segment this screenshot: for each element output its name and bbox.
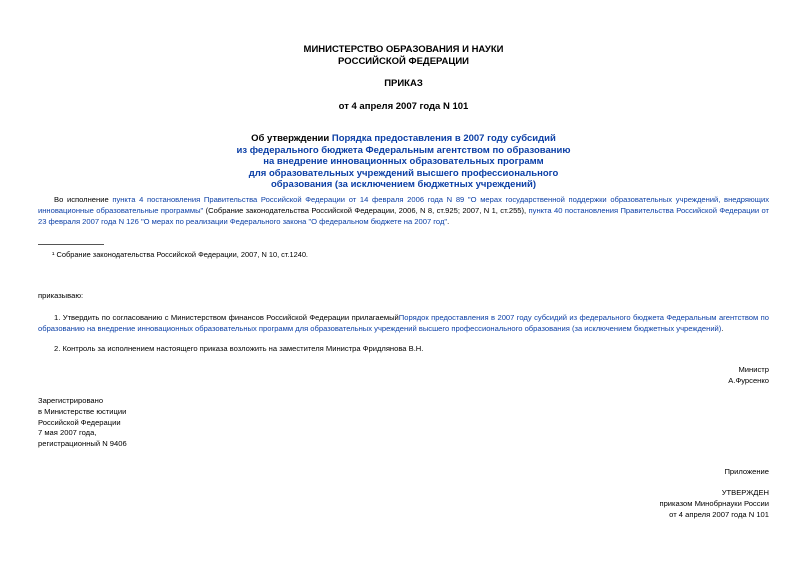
item-2-paragraph: 2. Контроль за исполнением настоящего приказа возложить на заместителя Министра Фридлянова В.Н.	[54, 344, 424, 353]
doc-date: от 4 апреля 2007 года N 101	[338, 101, 469, 112]
registration-line-4: 7 мая 2007 года,	[38, 428, 97, 438]
preamble-paragraph	[38, 194, 769, 227]
preamble-link-1[interactable]: пункта 4 постановления Правительства Российской Федерации от 14 февраля 2006 года N 89 "О мерах государственной поддержки образовательных учреждений, внедряющих инновационные образовательные программы"	[38, 195, 769, 215]
signature-block	[560, 364, 769, 386]
signature-role: Министр	[738, 365, 769, 374]
approval-by-order: приказом Минобрнауки России	[659, 498, 769, 508]
footnote-marker: ¹	[52, 250, 55, 259]
preamble-text-1: Во исполнение	[54, 195, 113, 204]
ministry-line-1: МИНИСТЕРСТВО ОБРАЗОВАНИЯ И НАУКИ	[303, 44, 504, 55]
registration-line-5: регистрационный N 9406	[38, 439, 127, 449]
item-1-link[interactable]: Порядок предоставления в 2007 году субсидий из федерального бюджета Федеральным агентством по образованию на внедрение инновационных образовательных программ для образовательных учреждений высшего профессионального образования (за исключением бюджетных учреждений)	[38, 313, 769, 333]
approval-date: от 4 апреля 2007 года N 101	[669, 509, 769, 519]
preamble-text-2: (Собрание законодательства Российской Федерации, 2006, N 8, ст.925; 2007, N 1, ст.255),	[203, 206, 529, 215]
footnote-divider	[38, 244, 104, 245]
title-line-1	[0, 133, 807, 145]
registration-line-1: Зарегистрировано	[38, 396, 104, 405]
item-1-text: 1. Утвердить по согласованию с Министерством финансов Российской Федерации прилагаемый	[54, 313, 399, 322]
item-1-end: .	[721, 324, 724, 333]
title-line-5[interactable]: образования (за исключением бюджетных учреждений)	[270, 179, 537, 190]
order-word: приказываю:	[38, 291, 84, 300]
doc-title	[0, 133, 807, 191]
appendix-label: Приложение	[724, 467, 769, 476]
item-1-paragraph	[38, 312, 769, 334]
footnote-text: Собрание законодательства Российской Федерации, 2007, N 10, ст.1240.	[56, 250, 308, 259]
preamble-link-2[interactable]: пункта 40 постановления Правительства Российской Федерации от 23 февраля 2007 года N 126 "О мерах по реализации Федерального закона "О федеральном бюджете на 2007 год"	[38, 206, 769, 226]
title-line-3[interactable]: на внедрение инновационных образовательных программ	[263, 156, 544, 167]
title-prefix: Об утверждении	[251, 133, 332, 144]
ministry-line-2: РОССИЙСКОЙ ФЕДЕРАЦИИ	[337, 56, 469, 67]
signature-name: А.Фурсенко	[728, 376, 769, 385]
approval-approved: УТВЕРЖДЕН	[721, 488, 769, 497]
preamble-text-3: .	[447, 217, 450, 226]
title-link[interactable]: Порядка предоставления в 2007 году субсидий	[331, 133, 556, 144]
title-line-2[interactable]: из федерального бюджета Федеральным агентством по образованию	[236, 144, 571, 156]
ministry-name	[0, 44, 807, 68]
registration-block	[38, 396, 127, 450]
registration-line-2: в Министерстве юстиции	[38, 406, 127, 416]
doc-type: ПРИКАЗ	[384, 78, 423, 89]
title-line-4[interactable]: для образовательных учреждений высшего профессионального	[248, 167, 559, 179]
footnote	[52, 250, 308, 259]
approval-block	[560, 488, 769, 520]
registration-line-3: Российской Федерации	[38, 417, 121, 427]
